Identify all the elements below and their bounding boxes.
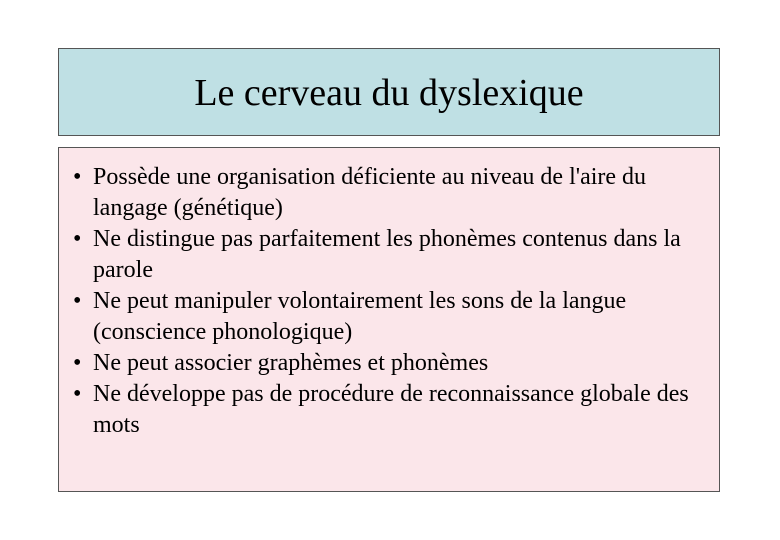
bullet-list [59,162,719,441]
bullet-item [59,224,719,286]
bullet-item [59,162,719,224]
bullet-text: Ne développe pas de procédure de reconnaissance globale des mots [93,381,689,438]
slide-title: Le cerveau du dyslexique [194,72,584,114]
bullet-text: Ne peut associer graphèmes et phonèmes [93,350,489,376]
bullet-item [59,348,719,379]
content-box [58,147,720,492]
bullet-text: Ne peut manipuler volontairement les sons de la langue (conscience phonologique) [93,288,627,345]
bullet-item [59,379,719,441]
title-box [58,48,720,136]
bullet-text: Ne distingue pas parfaitement les phonèmes contenus dans la parole [93,226,681,283]
bullet-dot-icon: • [73,288,82,314]
bullet-dot-icon: • [73,381,82,407]
bullet-dot-icon: • [73,350,82,376]
bullet-dot-icon: • [73,164,82,190]
bullet-text: Possède une organisation déficiente au niveau de l'aire du langage (génétique) [93,164,647,221]
bullet-item [59,286,719,348]
bullet-dot-icon: • [73,226,82,252]
